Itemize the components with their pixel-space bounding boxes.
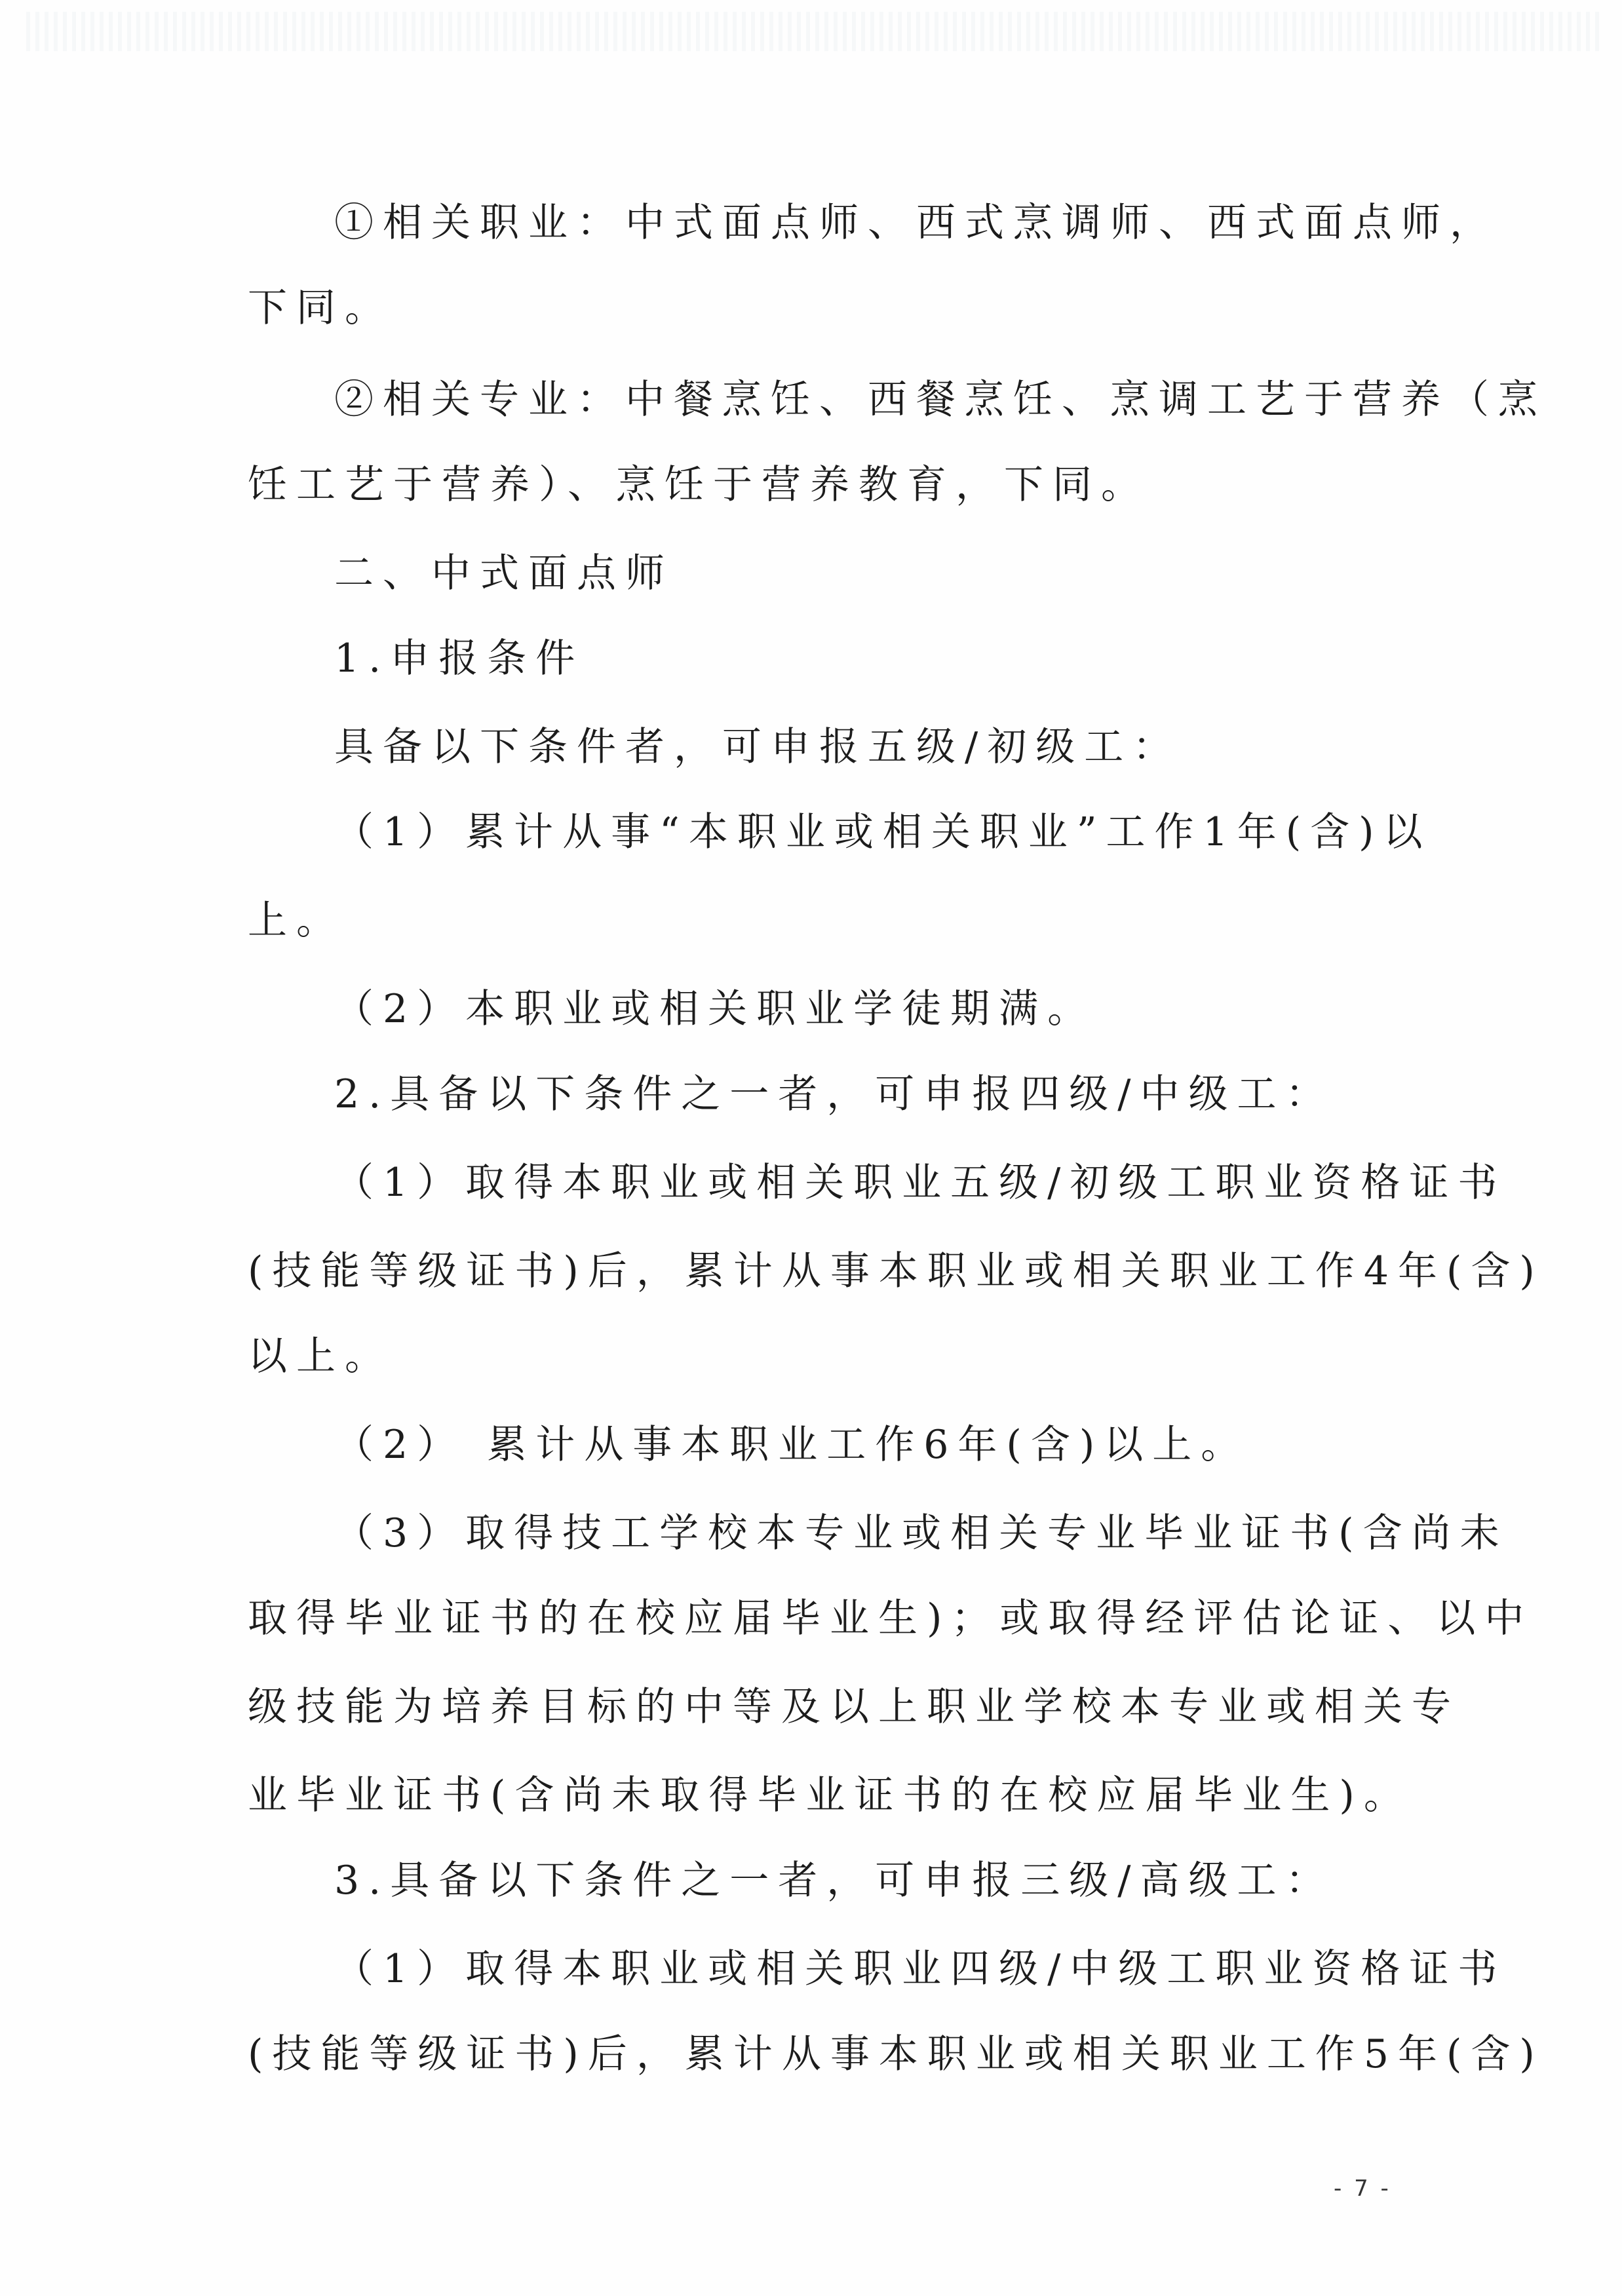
page-number: - 7 - <box>1334 2175 1391 2202</box>
footnote-related-occupations-cont: 下同。 <box>248 285 393 331</box>
level4-intro: 2.具备以下条件之一者，可申报四级/中级工： <box>334 1071 1334 1117</box>
footnote-related-majors-cont: 饪工艺于营养）、烹饪于营养教育，下同。 <box>248 462 1149 508</box>
level4-condition-3-cont2: 级技能为培养目标的中等及以上职业学校本专业或相关专 <box>248 1684 1460 1730</box>
scan-bleed-artifact <box>26 12 1599 51</box>
section-heading: 二、中式面点师 <box>334 550 674 596</box>
level4-condition-1: （1）取得本职业或相关职业五级/初级工职业资格证书 <box>334 1160 1507 1206</box>
level4-condition-3: （3）取得技工学校本专业或相关专业毕业证书(含尚未 <box>334 1510 1509 1556</box>
level5-intro: 具备以下条件者，可申报五级/初级工： <box>334 724 1182 770</box>
level5-condition-1: （1）累计从事“本职业或相关职业”工作1年(含)以 <box>334 809 1432 855</box>
level3-condition-1-cont: (技能等级证书)后，累计从事本职业或相关职业工作5年(含) <box>248 2031 1544 2077</box>
footnote-related-majors: ②相关专业：中餐烹饪、西餐烹饪、烹调工艺于营养（烹 <box>334 377 1547 423</box>
level4-condition-1-cont2: 以上。 <box>248 1333 393 1379</box>
level3-intro: 3.具备以下条件之一者，可申报三级/高级工： <box>334 1858 1334 1904</box>
level4-condition-3-cont: 取得毕业证书的在校应届毕业生)；或取得经评估论证、以中 <box>248 1596 1534 1641</box>
subsection-heading: 1.申报条件 <box>334 636 585 681</box>
footnote-related-occupations: ①相关职业：中式面点师、西式烹调师、西式面点师， <box>334 200 1498 246</box>
level4-condition-1-cont: (技能等级证书)后，累计从事本职业或相关职业工作4年(含) <box>248 1248 1544 1294</box>
level4-condition-3-cont3: 业毕业证书(含尚未取得毕业证书的在校应届毕业生)。 <box>248 1772 1412 1818</box>
level3-condition-1: （1）取得本职业或相关职业四级/中级工职业资格证书 <box>334 1946 1507 1992</box>
level4-condition-2: （2） 累计从事本职业工作6年(含)以上。 <box>334 1422 1250 1468</box>
level5-condition-2: （2）本职业或相关职业学徒期满。 <box>334 986 1096 1032</box>
level5-condition-1-cont: 上。 <box>248 898 345 944</box>
